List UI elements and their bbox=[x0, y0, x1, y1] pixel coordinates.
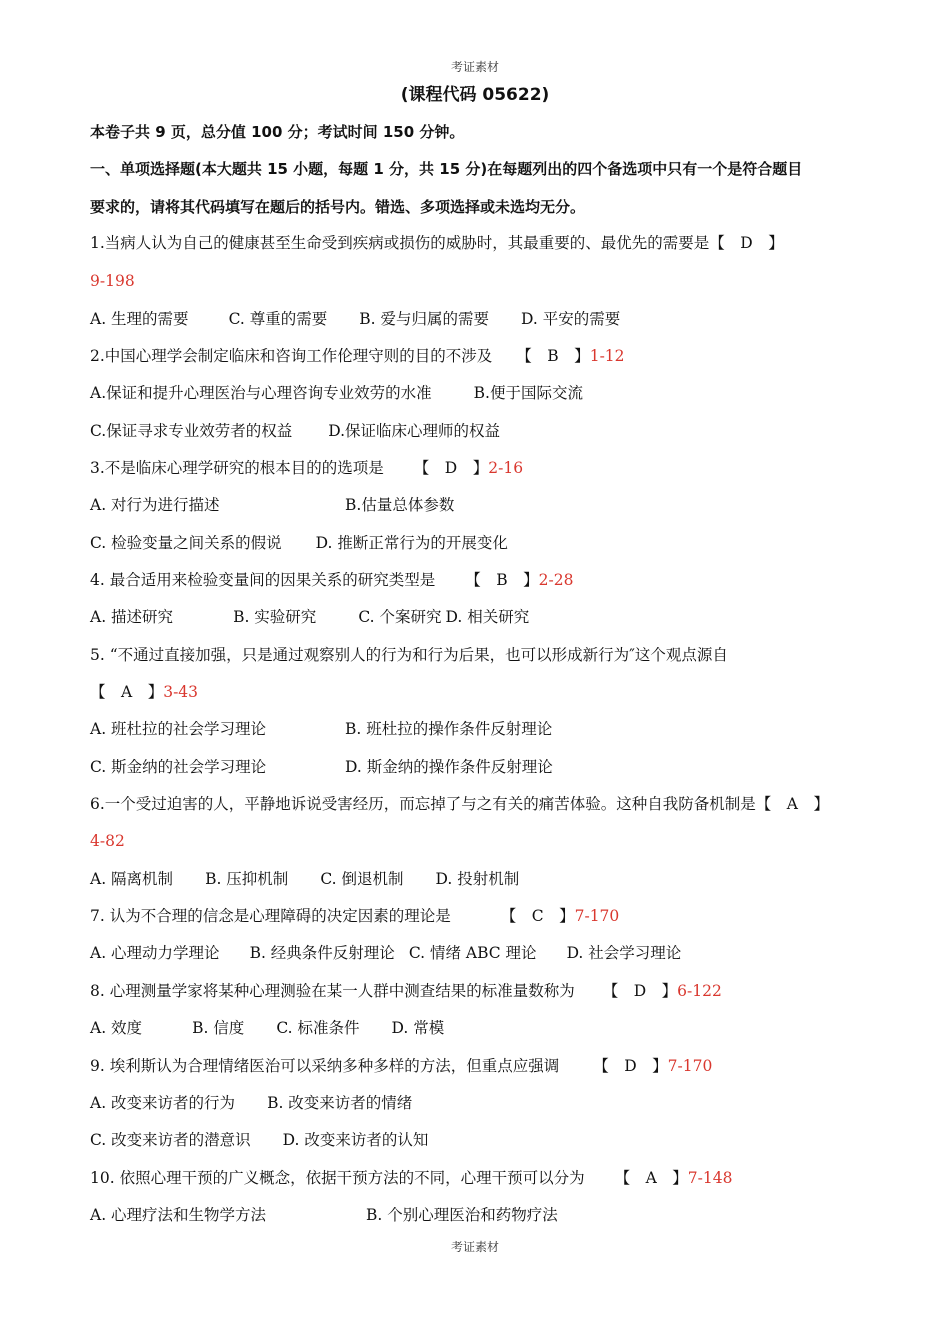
question-ref: 2-16 bbox=[488, 459, 524, 477]
question-2-options-row2 bbox=[90, 420, 500, 442]
question-6-options bbox=[90, 868, 519, 890]
answer-bracket: 【 C 】 bbox=[500, 907, 575, 925]
question-1-options bbox=[90, 308, 620, 330]
option-d: D. 斯金纳的操作条件反射理论 bbox=[345, 758, 553, 776]
question-ref: 7-170 bbox=[667, 1057, 713, 1075]
page-header: 考证素材 bbox=[450, 60, 499, 74]
question-stem-text: 4. 最合适用来检验变量间的因果关系的研究类型是 bbox=[90, 571, 436, 589]
question-ref: 1-12 bbox=[589, 347, 625, 365]
option-b: B. 爱与归属的需要 bbox=[359, 310, 489, 328]
question-9-options-row1 bbox=[90, 1092, 412, 1114]
page-footer: 考证素材 bbox=[450, 1240, 499, 1254]
question-ref: 7-148 bbox=[687, 1169, 733, 1187]
option-d: D. 相关研究 bbox=[445, 608, 530, 626]
question-5-stem: 5. “不通过直接加强，只是通过观察别人的行为和行为后果，也可以形成新行为″这个观点源自 bbox=[90, 646, 728, 664]
option-a: A.保证和提升心理医治与心理咨询专业效劳的水准 bbox=[90, 384, 432, 402]
question-6-stem bbox=[90, 793, 829, 815]
question-2-options-row1 bbox=[90, 382, 583, 404]
section-instructions-line2: 要求的，请将其代码填写在题后的括号内。错选、多项选择或未选均无分。 bbox=[90, 198, 586, 216]
question-7-stem bbox=[90, 905, 619, 927]
question-1-stem bbox=[90, 232, 784, 254]
question-9-stem bbox=[90, 1055, 712, 1077]
option-b: B. 信度 bbox=[192, 1019, 245, 1037]
option-a: A. 描述研究 bbox=[90, 608, 174, 626]
question-stem-text: 7. 认为不合理的信念是心理障碍的决定因素的理论是 bbox=[90, 907, 451, 925]
question-4-stem bbox=[90, 569, 573, 591]
option-c: C. 斯金纳的社会学习理论 bbox=[90, 758, 267, 776]
option-d: D. 平安的需要 bbox=[520, 310, 621, 328]
option-b: B.估量总体参数 bbox=[345, 496, 455, 514]
option-b: B.便于国际交流 bbox=[473, 384, 583, 402]
question-5-answer-line bbox=[90, 681, 198, 703]
question-10-options bbox=[90, 1204, 558, 1226]
question-stem-text: 1.当病人认为自己的健康甚至生命受到疾病或损伤的威胁时，其最重要的、最优先的需要是 bbox=[90, 234, 710, 252]
option-d: D. 常模 bbox=[391, 1019, 445, 1037]
question-ref: 7-170 bbox=[574, 907, 620, 925]
answer-bracket: 【 A 】 bbox=[614, 1169, 688, 1187]
answer-bracket: 【 D 】 bbox=[593, 1057, 668, 1075]
question-7-options bbox=[90, 942, 681, 964]
option-a: A. 生理的需要 bbox=[90, 310, 189, 328]
exam-intro: 本卷子共 9 页，总分值 100 分；考试时间 150 分钟。 bbox=[90, 123, 465, 141]
question-2-stem bbox=[90, 345, 625, 367]
answer-bracket: 【 D 】 bbox=[709, 234, 784, 252]
question-stem-text: 6.一个受过迫害的人，平静地诉说受害经历，而忘掉了与之有关的痛苦体验。这种自我防备机制是 bbox=[90, 795, 756, 813]
option-c: C. 尊重的需要 bbox=[228, 310, 328, 328]
option-b: B. 实验研究 bbox=[233, 608, 317, 626]
option-b: B. 改变来访者的情绪 bbox=[267, 1094, 413, 1112]
option-d: D. 投射机制 bbox=[435, 870, 520, 888]
option-a: A. 心理疗法和生物学方法 bbox=[90, 1206, 267, 1224]
option-a: A. 班杜拉的社会学习理论 bbox=[90, 720, 267, 738]
option-c: C. 情绪 ABC 理论 bbox=[408, 944, 537, 962]
option-a: A. 改变来访者的行为 bbox=[90, 1094, 236, 1112]
question-stem-text: 10. 依照心理干预的广义概念，依据干预方法的不同，心理干预可以分为 bbox=[90, 1169, 585, 1187]
question-4-options bbox=[90, 606, 529, 628]
question-9-options-row2 bbox=[90, 1129, 428, 1151]
option-d: D. 改变来访者的认知 bbox=[282, 1131, 429, 1149]
answer-bracket: 【 A 】 bbox=[755, 795, 829, 813]
answer-bracket: 【 A 】 bbox=[90, 683, 164, 701]
option-d: D. 社会学习理论 bbox=[566, 944, 682, 962]
option-b: B. 个别心理医治和药物疗法 bbox=[366, 1206, 558, 1224]
question-stem-text: 9. 埃利斯认为合理情绪医治可以采纳多种多样的方法，但重点应强调 bbox=[90, 1057, 560, 1075]
question-3-stem bbox=[90, 457, 523, 479]
option-c: C. 改变来访者的潜意识 bbox=[90, 1131, 251, 1149]
option-a: A. 心理动力学理论 bbox=[90, 944, 220, 962]
answer-bracket: 【 B 】 bbox=[465, 571, 539, 589]
question-stem-text: 3.不是临床心理学研究的根本目的的选项是 bbox=[90, 459, 384, 477]
answer-bracket: 【 D 】 bbox=[413, 459, 489, 477]
answer-bracket: 【 B 】 bbox=[516, 347, 590, 365]
option-d: D. 推断正常行为的开展变化 bbox=[315, 534, 508, 552]
question-8-stem bbox=[90, 980, 722, 1002]
question-3-options-row1 bbox=[90, 494, 454, 516]
question-ref: 6-122 bbox=[677, 982, 722, 1000]
question-ref: 2-28 bbox=[538, 571, 574, 589]
option-a: A. 对行为进行描述 bbox=[90, 496, 220, 514]
question-ref: 3-43 bbox=[163, 683, 199, 701]
question-3-options-row2 bbox=[90, 532, 508, 554]
question-5-options-row1 bbox=[90, 718, 552, 740]
question-6-ref: 4-82 bbox=[90, 832, 125, 850]
answer-bracket: 【 D 】 bbox=[602, 982, 678, 1000]
option-a: A. 隔离机制 bbox=[90, 870, 174, 888]
question-stem-text: 8. 心理测量学家将某种心理测验在某一人群中测查结果的标准量数称为 bbox=[90, 982, 575, 1000]
option-c: C. 标准条件 bbox=[276, 1019, 360, 1037]
option-c: C.保证寻求专业效劳者的权益 bbox=[90, 422, 293, 440]
option-a: A. 效度 bbox=[90, 1019, 143, 1037]
question-1-ref: 9-198 bbox=[90, 272, 135, 290]
option-d: D.保证临床心理师的权益 bbox=[328, 422, 501, 440]
question-8-options bbox=[90, 1017, 444, 1039]
question-5-options-row2 bbox=[90, 756, 553, 778]
option-b: B. 经典条件反射理论 bbox=[249, 944, 395, 962]
option-c: C. 倒退机制 bbox=[320, 870, 404, 888]
option-b: B. 压抑机制 bbox=[205, 870, 289, 888]
option-b: B. 班杜拉的操作条件反射理论 bbox=[345, 720, 553, 738]
question-stem-text: 2.中国心理学会制定临床和咨询工作伦理守则的目的不涉及 bbox=[90, 347, 493, 365]
question-10-stem bbox=[90, 1167, 732, 1189]
option-c: C. 个案研究 bbox=[358, 608, 442, 626]
option-c: C. 检验变量之间关系的假说 bbox=[90, 534, 282, 552]
section-instructions-line1: 一、单项选择题(本大题共 15 小题，每题 1 分，共 15 分)在每题列出的四个备选项中只有一个是符合题目 bbox=[90, 160, 803, 178]
page-title: (课程代码 05622) bbox=[400, 85, 550, 105]
